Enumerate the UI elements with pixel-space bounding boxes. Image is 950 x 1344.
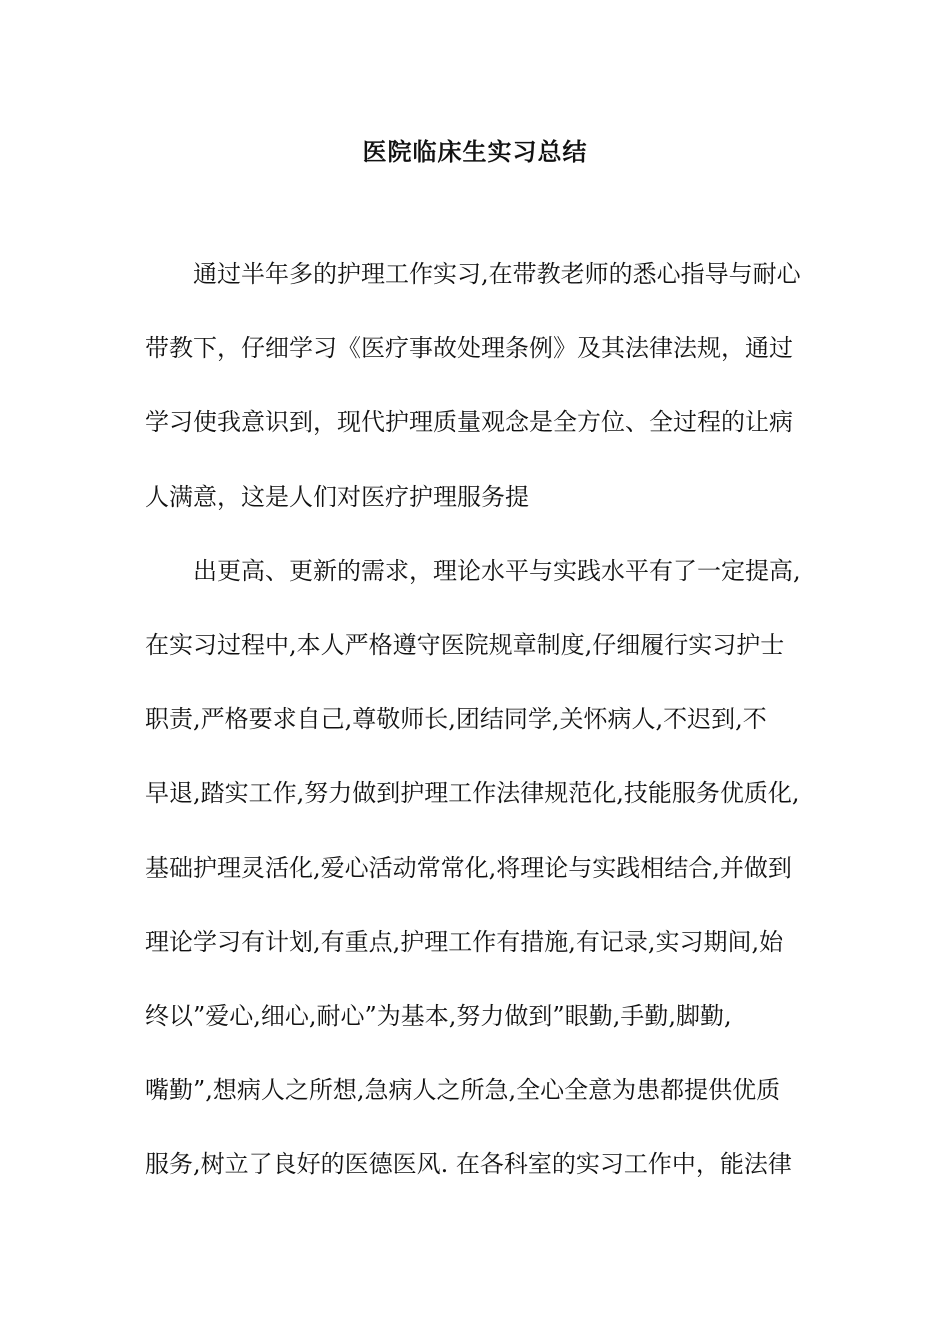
body-line: 理论学习有计划,有重点,护理工作有措施,有记录,实习期间,始 — [145, 928, 784, 956]
body-line: 嘴勤”,想病人之所想,急病人之所急,全心全意为患都提供优质 — [145, 1076, 781, 1104]
body-line: 学习使我意识到，现代护理质量观念是全方位、全过程的让病 — [145, 408, 793, 436]
body-line: 终以”爱心,细心,耐心”为基本,努力做到”眼勤,手勤,脚勤, — [145, 1002, 732, 1030]
body-line: 基础护理灵活化,爱心活动常常化,将理论与实践相结合,并做到 — [145, 854, 792, 882]
document-title: 医院临床生实习总结 — [362, 138, 588, 166]
body-line: 人满意，这是人们对医疗护理服务提 — [145, 483, 529, 511]
body-line: 在实习过程中,本人严格遵守医院规章制度,仔细履行实习护士 — [145, 631, 785, 659]
body-line: 通过半年多的护理工作实习,在带教老师的悉心指导与耐心 — [145, 260, 801, 288]
body-line: 服务,树立了良好的医德医风. 在各科室的实习工作中，能法律 — [145, 1150, 792, 1178]
body-line: 出更高、更新的需求，理论水平与实践水平有了一定提高, — [145, 557, 801, 585]
body-line: 早退,踏实工作,努力做到护理工作法律规范化,技能服务优质化, — [145, 779, 800, 807]
body-line: 带教下，仔细学习《医疗事故处理条例》及其法律法规，通过 — [145, 334, 793, 362]
body-line: 职责,严格要求自己,尊敬师长,团结同学,关怀病人,不迟到,不 — [145, 705, 767, 733]
